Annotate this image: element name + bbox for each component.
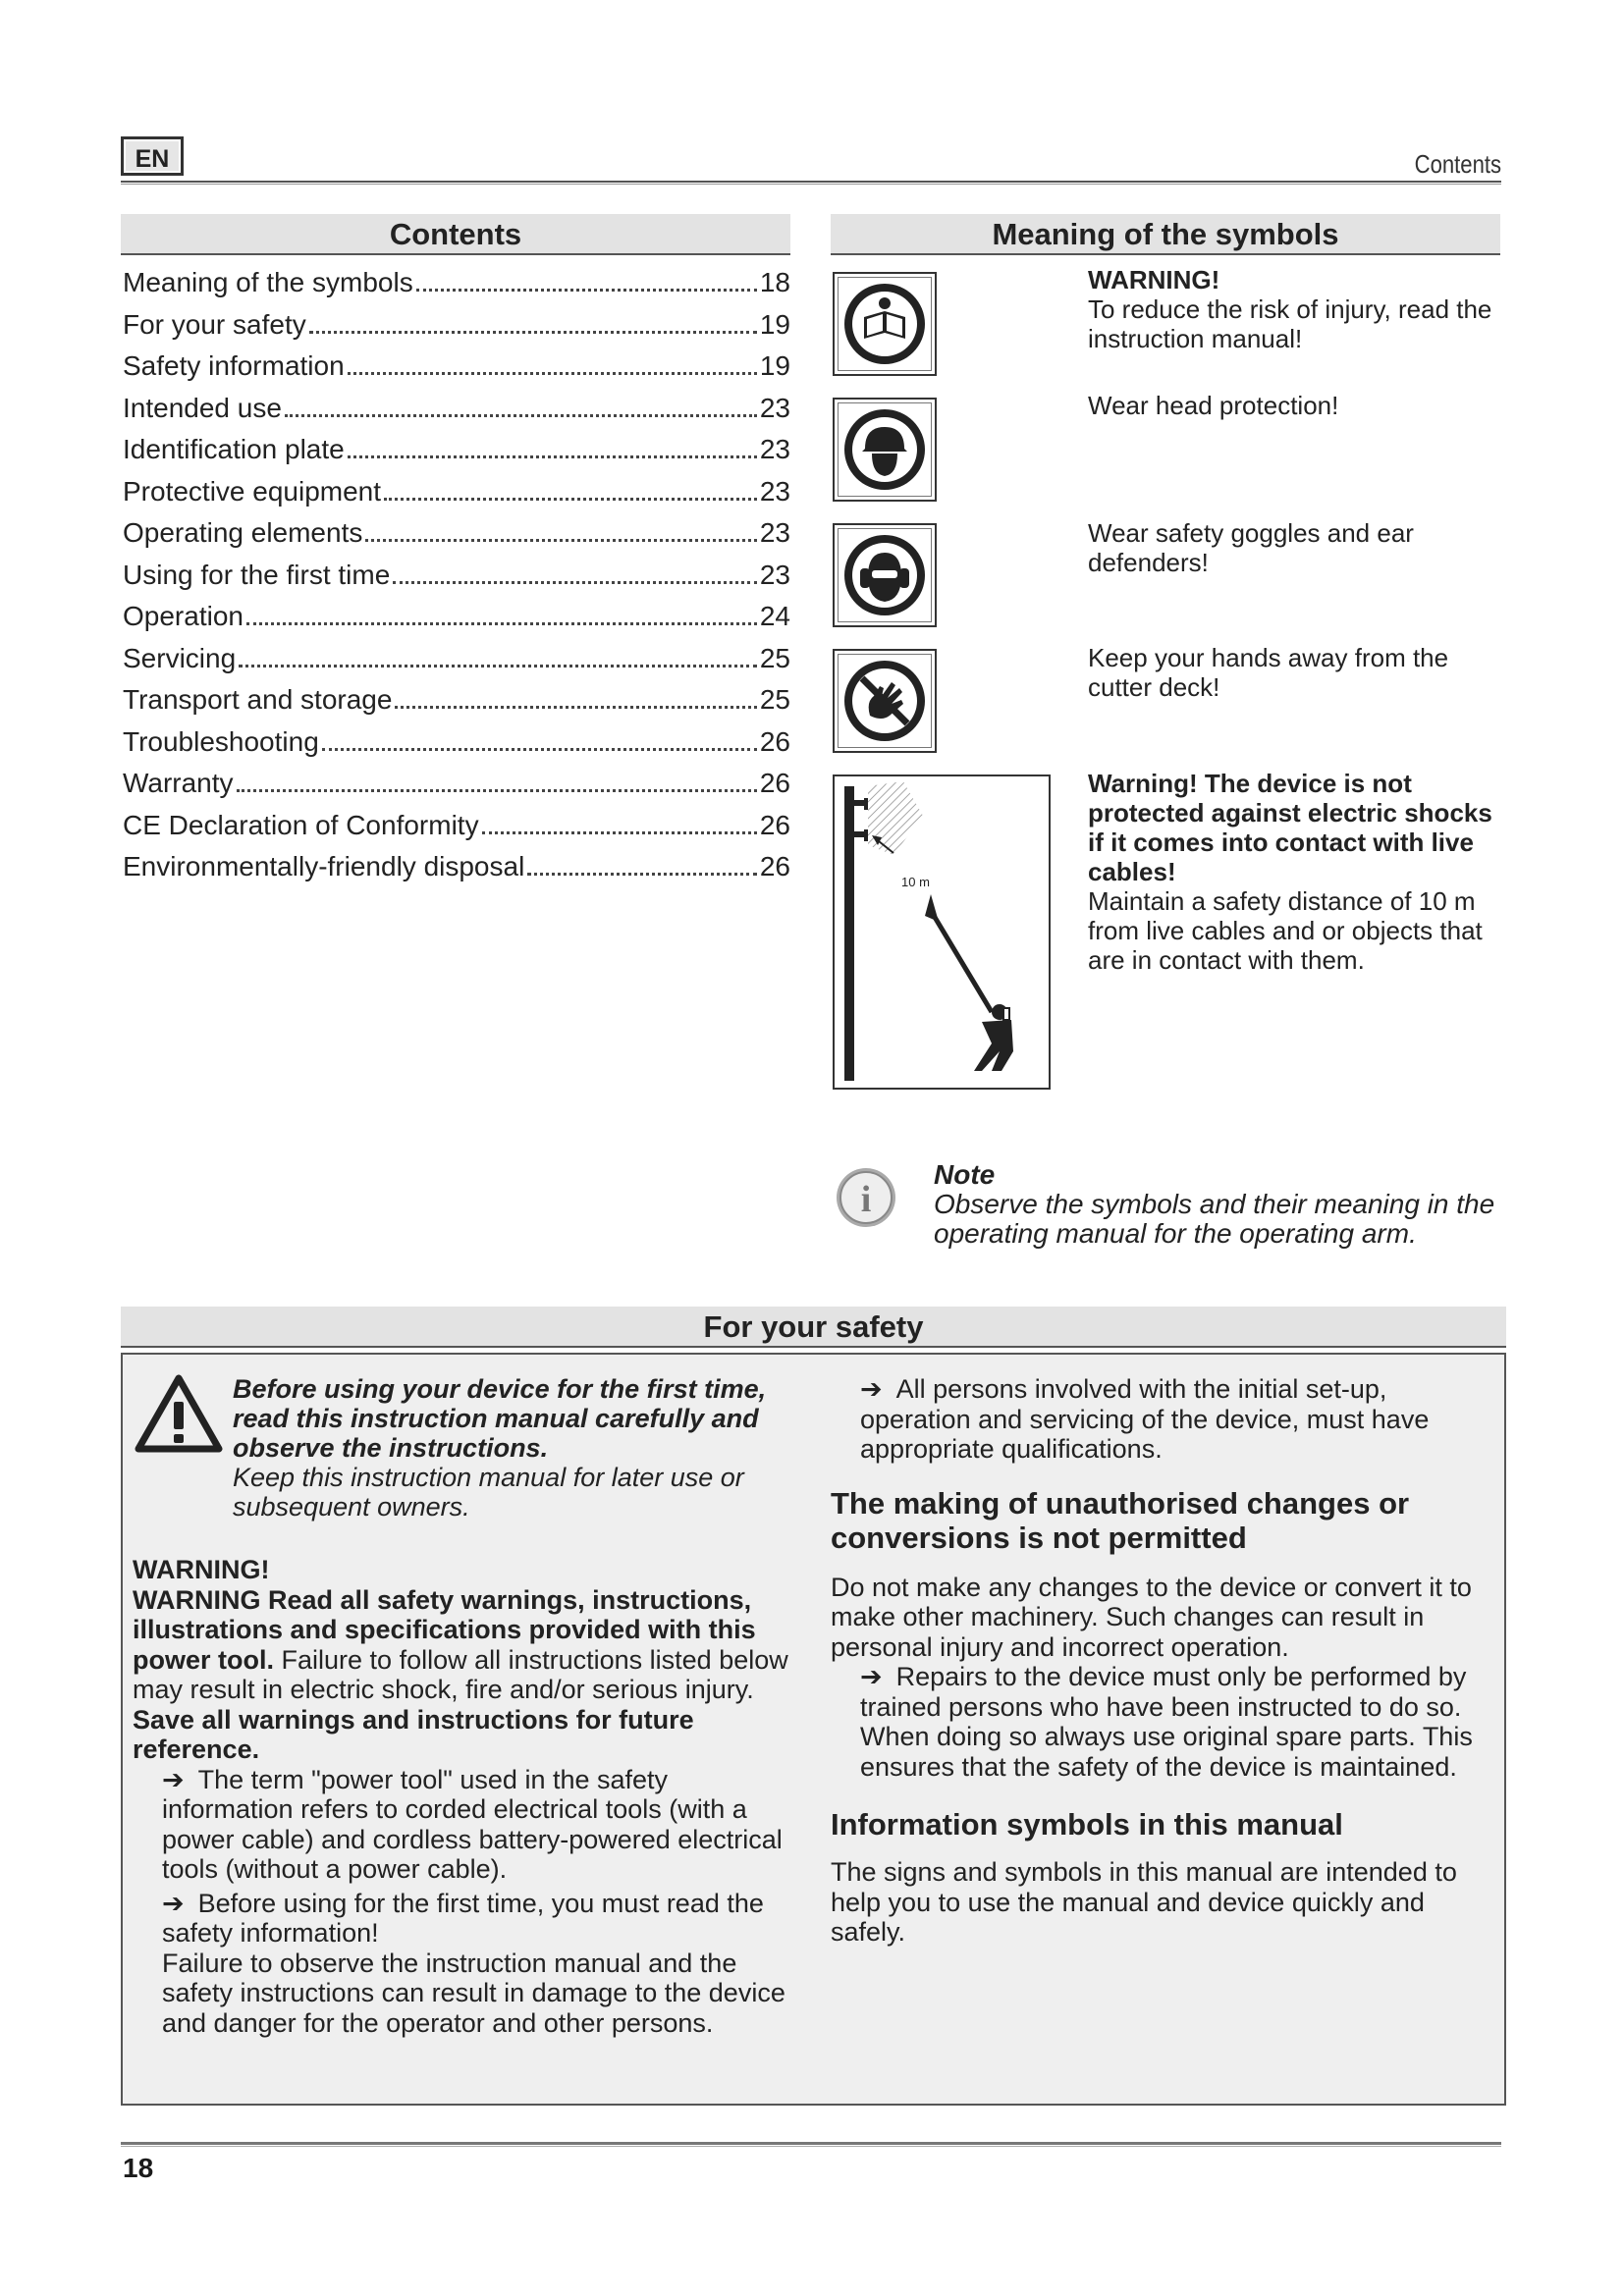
toc-entry[interactable]: Operation 24: [123, 601, 790, 631]
toc-entry[interactable]: Meaning of the symbols 18: [123, 267, 790, 297]
symbol-3-description: Wear safety goggles and ear defenders!: [1088, 518, 1414, 577]
read-manual-symbol: [833, 272, 937, 376]
toc-entry[interactable]: Servicing 25: [123, 642, 790, 673]
toc-entry[interactable]: Identification plate 23: [123, 434, 790, 464]
arrow-icon: ➔: [860, 1662, 883, 1691]
arrow-icon: ➔: [860, 1374, 883, 1404]
toc-entry[interactable]: CE Declaration of Conformity 26: [123, 809, 790, 840]
svg-text:i: i: [860, 1179, 872, 1220]
symbol-2-description: Wear head protection!: [1088, 391, 1339, 420]
safety-intro: Before using your device for the first time, read this instruction manual carefully and observe the instructions. Keep this instruction manual for later use or subsequent owners.: [233, 1374, 767, 1522]
goggles-ear-defenders-icon: [842, 533, 927, 617]
toc-entry[interactable]: Safety information 19: [123, 350, 790, 381]
live-cable-warning-illustration: [833, 774, 1051, 1090]
running-header: Contents: [1414, 149, 1501, 179]
hand-prohibited-icon: [842, 659, 927, 743]
language-badge: EN: [121, 136, 184, 176]
symbol-4-description: Keep your hands away from the cutter deck!: [1088, 643, 1449, 702]
page-number: 18: [123, 2153, 154, 2183]
safety-right-column: ➔ All persons involved with the initial set-up, operation and servicing of the device, must have appropriate qualifications. The making of unauthorised changes or conversions is not permitted Do not make any changes to the device or convert it to make other machinery. Such changes can result in personal injury and incorrect operation. ➔ Repairs to the device must only be performed by trained persons who have been instructed to do so. When doing so always use original spare parts. This ensures that the safety of the device is maintained. Information symbols in this manual The signs and symbols in this manual are intended to help you to use the manual and device quickly and safely.: [831, 1374, 1473, 1947]
safety-left-column: WARNING! WARNING Read all safety warnings, instructions, illustrations and specifications provided with this power tool. Failure to follow all instructions listed below may result in electric shock, fire and/or serious injury. Save all warnings and instructions for future reference. ➔ The term "power tool" used in the safety information refers to corded electrical tools (with a power cable) and cordless battery-powered electrical tools (without a power cable). ➔ Before using for the first time, you must read the safety information! Failure to observe the instruction manual and the safety instructions can result in damage to the device and danger for the operator and other persons.: [133, 1555, 788, 2038]
arrow-icon: ➔: [162, 1764, 185, 1794]
toc-entry[interactable]: Protective equipment 23: [123, 475, 790, 507]
symbol-1-description: WARNING! To reduce the risk of injury, read the instruction manual!: [1088, 265, 1492, 353]
info-icon: [835, 1166, 897, 1229]
note-block: Note Observe the symbols and their meaning in the operating manual for the operating arm.: [934, 1159, 1495, 1249]
toc-entry[interactable]: Warranty 26: [123, 768, 790, 798]
helmet-icon: [842, 407, 927, 492]
head-protection-symbol: [833, 398, 937, 502]
toc-entry[interactable]: Operating elements 23: [123, 517, 790, 548]
contents-heading: Contents: [121, 214, 790, 255]
power-line-distance-icon: [835, 776, 1049, 1088]
warning-triangle-icon: [135, 1374, 223, 1453]
symbol-5-description: Warning! The device is not protected against electric shocks if it comes into contact with live cables! Maintain a safety distance of 10 m from live cables and or objects that are in contact with them.: [1088, 769, 1492, 975]
footer-rule: [121, 2142, 1501, 2147]
symbols-heading: Meaning of the symbols: [831, 214, 1500, 255]
toc-entry[interactable]: Environmentally-friendly disposal 26: [123, 851, 790, 881]
toc-entry[interactable]: Transport and storage 25: [123, 684, 790, 715]
header-rule: [121, 181, 1501, 185]
toc-entry[interactable]: Troubleshooting 26: [123, 725, 790, 757]
read-manual-icon: [842, 282, 927, 366]
arrow-icon: ➔: [162, 1888, 185, 1918]
hands-away-symbol: [833, 649, 937, 753]
safety-heading: For your safety: [121, 1307, 1506, 1348]
toc-entry[interactable]: Intended use 23: [123, 392, 790, 423]
toc-entry[interactable]: For your safety 19: [123, 308, 790, 340]
toc-entry[interactable]: Using for the first time 23: [123, 559, 790, 590]
goggles-ear-symbol: [833, 523, 937, 627]
table-of-contents: [123, 267, 790, 893]
distance-label: 10 m: [901, 875, 930, 889]
